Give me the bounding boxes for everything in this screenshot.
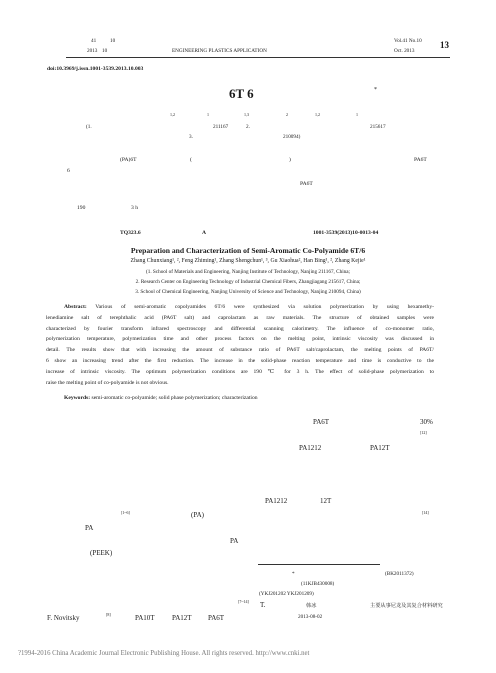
keywords-text: semi-aromatic co-polyamide; solid phase polymerization; characterization [91, 395, 258, 401]
abstract-en-line-3: characterized by fourier transform infrared spectroscopy and differential scanning calorimetry. The influence of co-monomer ratio, [46, 325, 434, 332]
article-id: 1001-3539(2013)10-0013-04 [313, 230, 379, 236]
affil-zh-2b: 210094) [283, 134, 301, 140]
author-zh-5: 1,2 [315, 112, 320, 117]
body-fn-ref: [7~14] [238, 599, 249, 604]
abstract-zh-1a: (PA)6T [120, 157, 137, 163]
body-r1-ref: [12] [420, 430, 427, 435]
body-r1a: PA6T [313, 418, 330, 426]
footnote-a: (BK2011372) [385, 571, 414, 577]
abstract-en-line-8: raise the melting point of co-polyamide is not obvious. [46, 379, 169, 386]
affil-zh-1d: 215617 [370, 124, 386, 130]
page-number: 13 [440, 40, 449, 50]
title-star: * [374, 87, 377, 93]
copyright-footer: ?1994-2016 China Academic Journal Electronic Publishing House. All rights reserved. http://www.cnki.net [18, 650, 310, 657]
body-fn-t: T. [260, 601, 266, 609]
footnote-c: (YKJ201202 YKJ201209) [259, 591, 314, 597]
abstract-zh-1c: ) [289, 157, 291, 163]
author-zh-1: 1,2 [170, 112, 175, 117]
abstract-en-line-6: 6 show an increasing trend after the first reduction. The increase in the solid-phase reaction temperature and time is conductive to the [46, 357, 434, 364]
abstract-zh-1d: PA6T [414, 157, 427, 163]
affil-en-3: 3. School of Chemical Engineering, Nanjing University of Science and Technology, Nanjing 210094, China) [135, 289, 361, 295]
header-vol-en: Vol.41 No.10 [394, 38, 422, 44]
abstract-en [46, 302, 434, 388]
body-r3b: 12T [320, 497, 332, 505]
header-year-zh: 2013 [87, 48, 98, 54]
abstract-label: Abstract: [64, 304, 87, 310]
abstract-en-line-7: increase of intrinsic viscosity. The optimum polymerization conditions are 190 ℃ for 3 h. The effect of solid-phase polymerization to [46, 368, 434, 375]
footnote-author: 韩冰 [306, 603, 317, 609]
title-en: Preparation and Characterization of Semi-Aromatic Co-Polyamide 6T/6 [130, 246, 366, 255]
body-r4-ref-a: [1~6] [121, 510, 130, 515]
abstract-zh-2a: 6 [67, 168, 70, 174]
clc-number: TQ323.6 [120, 230, 141, 236]
header-vol-zh: 41 [91, 38, 97, 44]
affil-en-1: (1. School of Materials and Engineering, Nanjing Institute of Technology, Nanjing 211167, China; [146, 269, 350, 275]
body-r8-ref: [8] [106, 612, 111, 617]
author-zh-2: 1 [207, 112, 209, 117]
body-r6a: PA [230, 537, 239, 545]
header-journal-en: ENGINEERING PLASTICS APPLICATION [172, 48, 267, 54]
body-r7a: (PEEK) [90, 549, 113, 557]
body-r2b: PA12T [370, 444, 390, 452]
doi-label: doi:10.3969/j.issn.1001-3539.2013.10.003 [47, 66, 144, 72]
footnote-bio: 主要从事尼龙及其复合材料研究 [370, 603, 443, 609]
body-r8a: F. Novitsky [47, 614, 80, 622]
affil-zh-1a: (1. [86, 124, 92, 130]
affil-zh-1c: 2. [246, 124, 250, 130]
abstract-zh-1b: ( [190, 157, 192, 163]
body-r3a: PA1212 [265, 497, 288, 505]
title-zh: 6T 6 [229, 86, 254, 101]
footnote-rule [258, 564, 380, 565]
body-r8d: PA6T [208, 614, 225, 622]
body-r1b: 30% [420, 418, 433, 426]
body-r4-ref-b: [14] [422, 510, 429, 515]
abstract-zh-3a: PA6T [300, 181, 313, 187]
keywords-label: Keywords: [64, 395, 91, 401]
keywords-en [64, 395, 258, 401]
header-rule [66, 57, 450, 58]
abstract-en-line-1 [64, 302, 434, 313]
abstract-zh-4b: 3 h [131, 205, 138, 211]
body-r8b: PA10T [135, 614, 155, 622]
footnote-date: 2013-08-02 [298, 614, 323, 620]
doc-code: A [202, 230, 207, 236]
author-zh-4: 2 [286, 112, 288, 117]
abstract-en-line-4: polymerization temperature, polymerization time and other process factors on the melting point, intrinsic viscosity was discussed in [46, 336, 434, 343]
affil-zh-1b: 211167 [213, 124, 229, 130]
footnote-star: * [292, 571, 295, 577]
footnote-b: (11KJB430008) [301, 581, 335, 587]
abstract-en-line-2: lenediamine salt of terephthalic acid (PA6T salt) and caprolactam as raw materials. The structure of obtained samples were [46, 314, 434, 321]
header-month-zh: 10 [102, 48, 108, 54]
body-r8c: PA12T [172, 614, 192, 622]
authors-en: Zhang Chunxiang¹, ², Feng Zhiming¹, Zhang Shengchun¹, ³, Gu Xiaohua², Han Bing¹, ², Zhang Kejie¹ [130, 258, 366, 264]
header-date-en: Oct. 2013 [394, 48, 415, 54]
abstract-zh-4a: 190 [77, 205, 86, 211]
body-r4a: (PA) [191, 511, 204, 519]
abstract-en-line-5: detail. The results show that with increasing the amount of substance ratio of PA6T salt/caprolactam, the melting points of PA6T/ [46, 347, 434, 354]
body-r2a: PA1212 [299, 444, 322, 452]
body-r5a: PA [85, 524, 94, 532]
affil-zh-2a: 3. [189, 134, 193, 140]
header-no-zh: 10 [110, 38, 116, 44]
affil-en-2: 2. Research Center on Engineering Technology of Industrial Chemical Fibers, Zhangjiagang 215617, China; [135, 279, 361, 285]
author-zh-6: 1 [356, 112, 358, 117]
author-zh-3: 1,3 [244, 112, 249, 117]
abstract-en-text-1: Various of semi-aromatic copolyamides 6T/6 were synthesized via solution polymerization by using hexamethy- [95, 304, 434, 310]
